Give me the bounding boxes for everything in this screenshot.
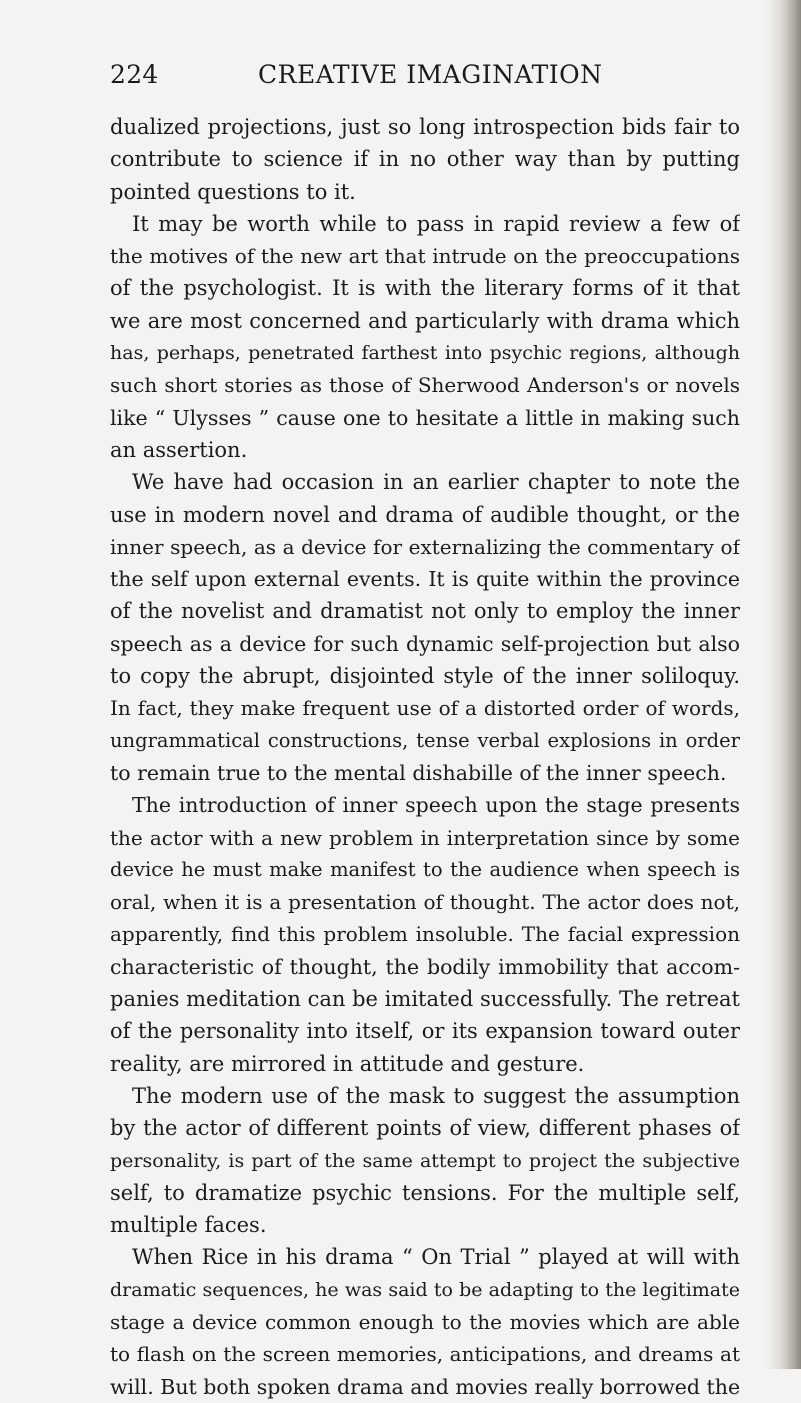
page-number: 224 [110, 60, 159, 89]
text-line: has, perhaps, penetrated farthest into psychic regions, although [110, 342, 740, 365]
text-line: the actor with a new problem in interpretation since by some [110, 825, 740, 850]
text-line: use in modern novel and drama of audible thought, or the [110, 502, 740, 527]
text-line: pointed questions to it. [110, 179, 356, 204]
text-line: The introduction of inner speech upon the stage presents [132, 793, 740, 818]
body-text [110, 111, 740, 1403]
text-line: characteristic of thought, the bodily immobility that accom- [110, 954, 740, 979]
text-line: an assertion. [110, 437, 248, 462]
text-line: self, to dramatize psychic tensions. For the multiple self, [110, 1180, 740, 1205]
text-line: to flash on the screen memories, anticipations, and dreams at [110, 1342, 740, 1367]
text-line: ungrammatical constructions, tense verbal explosions in order [110, 728, 740, 752]
text-line: reality, are mirrored in attitude and gesture. [110, 1051, 585, 1076]
text-line: inner speech, as a device for externalizing the commentary of [110, 534, 740, 559]
text-line: The modern use of the mask to suggest the assumption [132, 1083, 740, 1108]
text-line: We have had occasion in an earlier chapter to note the [132, 470, 740, 495]
text-line: will. But both spoken drama and movies really borrowed the [110, 1374, 740, 1399]
running-title: CREATIVE IMAGINATION [258, 60, 603, 89]
page-header [110, 60, 670, 96]
text-line: It may be worth while to pass in rapid review a few of [132, 211, 740, 236]
text-line: In fact, they make frequent use of a distorted order of words, [110, 696, 740, 721]
text-line: to copy the abrupt, disjointed style of the inner soliloquy. [110, 664, 740, 689]
text-line: When Rice in his drama “ On Trial ” played at will with [132, 1245, 740, 1270]
text-line: dualized projections, just so long introspection bids fair to [110, 115, 740, 139]
text-line: oral, when it is a presentation of thought. The actor does not, [110, 890, 740, 915]
text-line: of the novelist and dramatist not only to employ the inner [110, 599, 740, 624]
text-line: stage a device common enough to the movies which are able [110, 1309, 740, 1334]
text-line: the self upon external events. It is quite within the province [110, 567, 740, 592]
page-edge-shadow [765, 0, 801, 1369]
text-line: multiple faces. [110, 1213, 267, 1238]
text-line: by the actor of different points of view, different phases of [110, 1116, 740, 1141]
text-line: apparently, find this problem insoluble. The facial expression [110, 922, 740, 947]
text-line: of the personality into itself, or its expansion toward outer [110, 1019, 740, 1044]
text-line: of the psychologist. It is with the literary forms of it that [110, 276, 740, 301]
text-line: speech as a device for such dynamic self-projection but also [110, 631, 740, 656]
text-line: contribute to science if in no other way than by putting [110, 147, 740, 172]
text-line: like “ Ulysses ” cause one to hesitate a little in making such [110, 405, 740, 430]
text-line: device he must make manifest to the audience when speech is [110, 857, 740, 881]
text-line: personality, is part of the same attempt to project the subjective [110, 1149, 740, 1172]
text-line: we are most concerned and particularly with drama which [110, 308, 740, 333]
text-line: the motives of the new art that intrude on the preoccupations [110, 244, 740, 269]
text-line: dramatic sequences, he was said to be adapting to the legitimate [110, 1278, 740, 1301]
text-line: panies meditation can be imitated successfully. The retreat [110, 987, 740, 1012]
text-line: such short stories as those of Sherwood Anderson's or novels [110, 373, 740, 398]
text-line: to remain true to the mental dishabille of the inner speech. [110, 760, 727, 785]
